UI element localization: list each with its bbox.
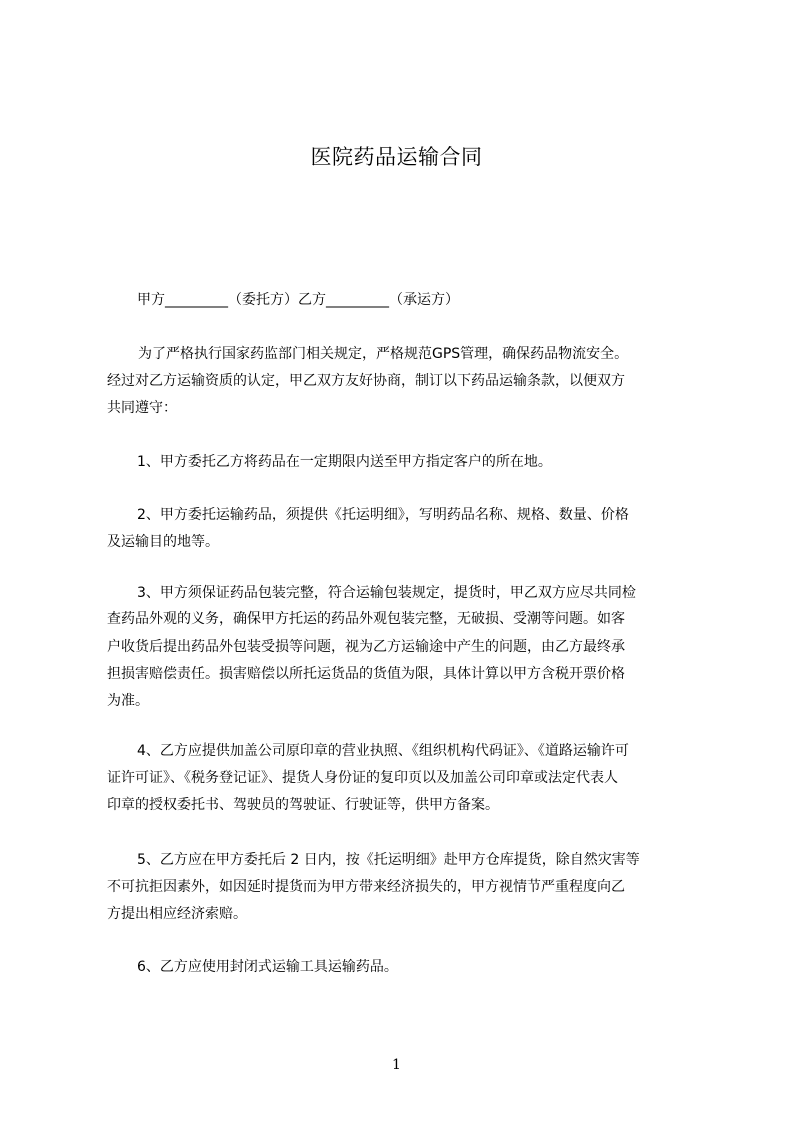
intro-line: 经过对乙方运输资质的认定，甲乙双方友好协商，制订以下药品运输条款，以便双方 xyxy=(107,373,625,389)
clause-line: 1、甲方委托乙方将药品在一定期限内送至甲方指定客户的所在地。 xyxy=(137,454,552,470)
clause-line: 及运输目的地等。 xyxy=(107,534,219,550)
clause-line: 6、乙方应使用封闭式运输工具运输药品。 xyxy=(137,959,398,975)
document-title: 医院药品运输合同 xyxy=(310,145,483,169)
clause-line: 证许可证》、《税务登记证》、提货人身份证的复印页以及加盖公司印章或法定代表人 xyxy=(107,770,618,786)
clause-line: 4、乙方应提供加盖公司原印章的营业执照、《组织机构代码证》、《道路运输许可 xyxy=(137,743,629,759)
clause-line: 印章的授权委托书、驾驶员的驾驶证、行驶证等，供甲方备案。 xyxy=(107,797,499,813)
clause-line: 担损害赔偿责任。损害赔偿以所托运货品的货值为限，具体计算以甲方含税开票价格 xyxy=(107,666,625,682)
clause-line: 3、甲方须保证药品包装完整，符合运输包装规定，提货时，甲乙双方应尽共同检 xyxy=(137,585,636,601)
page-number: 1 xyxy=(392,1057,401,1073)
clause-line: 为准。 xyxy=(107,693,149,709)
clause-line: 户收货后提出药品外包装受损等问题，视为乙方运输途中产生的问题，由乙方最终承 xyxy=(107,639,625,655)
clause-line: 不可抗拒因素外，如因延时提货而为甲方带来经济损失的，甲方视情节严重程度向乙 xyxy=(107,879,625,895)
parties-line: 甲方_________（委托方）乙方_________（承运方） xyxy=(137,292,459,308)
intro-line: 为了严格执行国家药监部门相关规定，严格规范GPS管理，确保药品物流安全。 xyxy=(138,346,629,362)
clause-line: 5、乙方应在甲方委托后 2 日内，按《托运明细》赴甲方仓库提货，除自然灾害等 xyxy=(137,852,640,868)
intro-line: 共同遵守： xyxy=(107,400,177,416)
clause-line: 2、甲方委托运输药品，须提供《托运明细》，写明药品名称、规格、数量、价格 xyxy=(137,507,629,523)
clause-line: 方提出相应经济索赔。 xyxy=(107,906,247,922)
clause-line: 查药品外观的义务，确保甲方托运的药品外观包装完整，无破损、受潮等问题。如客 xyxy=(107,611,625,627)
